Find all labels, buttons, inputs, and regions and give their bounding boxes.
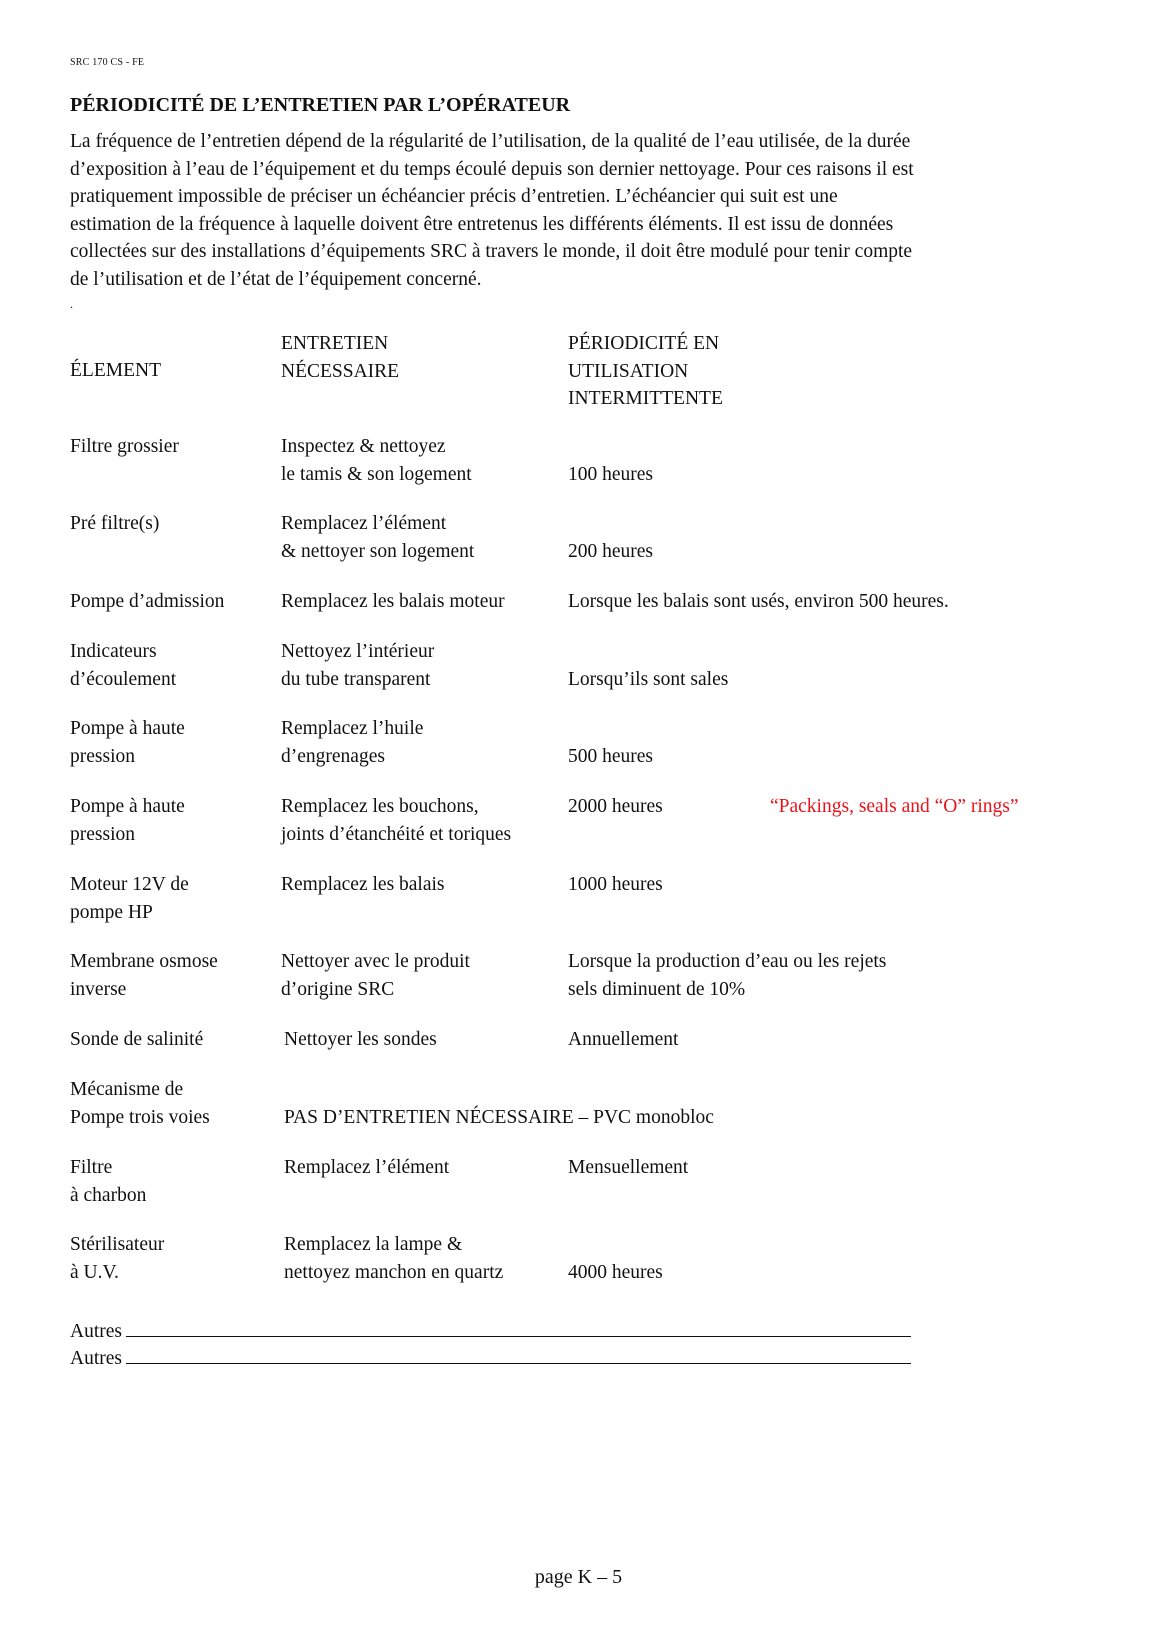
element-line: Filtre — [70, 1157, 113, 1178]
document-code: SRC 170 CS - FE — [70, 57, 145, 68]
cell-maintenance — [281, 793, 511, 848]
element-line: Pompe à haute — [70, 718, 185, 739]
maintenance-line: Inspectez & nettoyez — [281, 436, 446, 457]
cell-maintenance — [281, 871, 445, 899]
cell-element — [70, 1076, 210, 1131]
element-line: Mécanisme de — [70, 1079, 184, 1100]
others-label: Autres — [70, 1348, 122, 1369]
element-line: Sonde de salinité — [70, 1029, 204, 1050]
periodicity-line: 1000 heures — [568, 874, 663, 895]
cell-maintenance — [281, 588, 505, 616]
maintenance-line — [284, 1076, 714, 1104]
translation-note: “Packings, seals and “O” rings” — [770, 796, 1019, 817]
cell-maintenance — [281, 638, 434, 693]
others-blank[interactable] — [126, 1345, 911, 1364]
cell-periodicity — [568, 1154, 688, 1182]
periodicity-line: Mensuellement — [568, 1157, 689, 1178]
maintenance-line: Remplacez la lampe & — [284, 1234, 463, 1255]
maintenance-line: du tube transparent — [281, 668, 431, 690]
maintenance-line: Remplacez l’élément — [284, 1157, 450, 1178]
header-periodicity-line: PÉRIODICITÉ EN — [568, 333, 720, 354]
cell-element — [70, 433, 179, 461]
cell-element — [70, 1231, 164, 1286]
others-line[interactable] — [70, 1345, 911, 1373]
cell-periodicity — [568, 793, 663, 821]
others-label: Autres — [70, 1321, 122, 1342]
element-line: inverse — [70, 978, 127, 1000]
maintenance-line: Remplacez les balais — [281, 874, 445, 895]
periodicity-line: 500 heures — [568, 745, 654, 767]
maintenance-line: Nettoyez l’intérieur — [281, 641, 435, 662]
cell-periodicity — [568, 638, 728, 693]
element-line: Pré filtre(s) — [70, 513, 160, 534]
cell-maintenance — [281, 433, 472, 488]
element-line: Pompe à haute — [70, 796, 185, 817]
periodicity-line — [568, 638, 728, 666]
element-line: d’écoulement — [70, 668, 177, 690]
periodicity-line: 100 heures — [568, 463, 654, 485]
cell-periodicity — [568, 1231, 663, 1286]
cell-maintenance — [284, 1231, 503, 1286]
maintenance-line: le tamis & son logement — [281, 463, 472, 485]
maintenance-line: d’origine SRC — [281, 978, 395, 1000]
cell-element — [70, 715, 185, 770]
element-line: Membrane osmose — [70, 951, 218, 972]
header-periodicity-line: INTERMITTENTE — [568, 388, 723, 409]
intro-line: pratiquement impossible de préciser un échéancier précis d’entretien. L’échéancier qui suit est une — [70, 186, 838, 207]
element-line: Pompe trois voies — [70, 1106, 210, 1128]
element-line: Stérilisateur — [70, 1234, 165, 1255]
element-line: Filtre grossier — [70, 436, 179, 457]
cell-periodicity — [568, 510, 653, 565]
header-element: ÉLEMENT — [70, 360, 161, 381]
periodicity-line — [568, 510, 653, 538]
maintenance-line: nettoyez manchon en quartz — [284, 1261, 504, 1283]
maintenance-line: Remplacez l’élément — [281, 513, 447, 534]
cell-element — [70, 510, 159, 538]
cell-element — [70, 588, 224, 616]
cell-element — [70, 1026, 203, 1054]
cell-maintenance — [281, 715, 423, 770]
periodicity-line: 200 heures — [568, 540, 654, 562]
header-maintenance-line: NÉCESSAIRE — [281, 360, 400, 382]
maintenance-line: Remplacez les balais moteur — [281, 591, 505, 612]
element-line: Moteur 12V de — [70, 874, 189, 895]
cell-periodicity — [568, 948, 886, 1003]
maintenance-line: Remplacez l’huile — [281, 718, 424, 739]
element-line: à U.V. — [70, 1261, 119, 1283]
element-line: Indicateurs — [70, 641, 157, 662]
intro-line: La fréquence de l’entretien dépend de la régularité de l’utilisation, de la qualité de l’eau utilisée, de la durée — [70, 131, 911, 152]
others-blank[interactable] — [126, 1318, 911, 1337]
header-periodicity-line: UTILISATION — [568, 360, 689, 382]
page-number: page K – 5 — [534, 1566, 623, 1588]
element-line: pression — [70, 745, 135, 767]
cell-maintenance — [281, 948, 470, 1003]
others-line[interactable] — [70, 1318, 911, 1346]
cell-periodicity — [568, 1026, 678, 1054]
cell-element — [70, 871, 189, 926]
periodicity-line: Annuellement — [568, 1029, 679, 1050]
cell-element — [70, 638, 176, 693]
periodicity-line: sels diminuent de 10% — [568, 978, 746, 1000]
intro-paragraph — [70, 128, 1100, 293]
intro-line: collectées sur des installations d’équipements SRC à travers le monde, il doit être modulé pour tenir compte — [70, 241, 913, 262]
maintenance-line: PAS D’ENTRETIEN NÉCESSAIRE – PVC monobloc — [284, 1106, 714, 1128]
maintenance-line: & nettoyer son logement — [281, 540, 475, 562]
periodicity-line: Lorsqu’ils sont sales — [568, 668, 729, 690]
cell-element — [70, 948, 218, 1003]
stray-dot: . — [70, 297, 73, 311]
header-maintenance-line: ENTRETIEN — [281, 333, 389, 354]
intro-line: d’exposition à l’eau de l’équipement et du temps écoulé depuis son dernier nettoyage. Pour ces raisons il est — [70, 158, 914, 180]
periodicity-line — [568, 1231, 663, 1259]
periodicity-line: 4000 heures — [568, 1261, 663, 1283]
cell-periodicity — [568, 871, 663, 899]
cell-maintenance — [284, 1076, 714, 1131]
intro-line: estimation de la fréquence à laquelle doivent être entretenus les différents éléments. Il est issu de données — [70, 213, 894, 235]
header-periodicity — [568, 330, 723, 413]
periodicity-line: Lorsque les balais sont usés, environ 500 heures. — [568, 591, 949, 612]
maintenance-line: Nettoyer les sondes — [284, 1029, 437, 1050]
cell-maintenance — [284, 1154, 449, 1182]
element-line: à charbon — [70, 1184, 147, 1206]
page-title: PÉRIODICITÉ DE L’ENTRETIEN PAR L’OPÉRATEUR — [70, 94, 571, 116]
periodicity-line: 2000 heures — [568, 796, 663, 817]
cell-maintenance — [284, 1026, 437, 1054]
cell-periodicity — [568, 588, 949, 616]
maintenance-line: joints d’étanchéité et toriques — [281, 823, 512, 845]
maintenance-line: Nettoyer avec le produit — [281, 951, 470, 972]
header-maintenance — [281, 330, 399, 385]
cell-periodicity — [568, 715, 653, 770]
cell-element — [70, 1154, 146, 1209]
periodicity-line: Lorsque la production d’eau ou les rejets — [568, 951, 887, 972]
cell-maintenance — [281, 510, 474, 565]
element-line: Pompe d’admission — [70, 591, 225, 612]
maintenance-line: d’engrenages — [281, 745, 385, 767]
element-line: pompe HP — [70, 901, 153, 923]
cell-periodicity — [568, 433, 653, 488]
periodicity-line — [568, 715, 653, 743]
maintenance-line: Remplacez les bouchons, — [281, 796, 479, 817]
periodicity-line — [568, 433, 653, 461]
intro-line: de l’utilisation et de l’état de l’équipement concerné. — [70, 268, 482, 290]
cell-element — [70, 793, 185, 848]
element-line: pression — [70, 823, 135, 845]
